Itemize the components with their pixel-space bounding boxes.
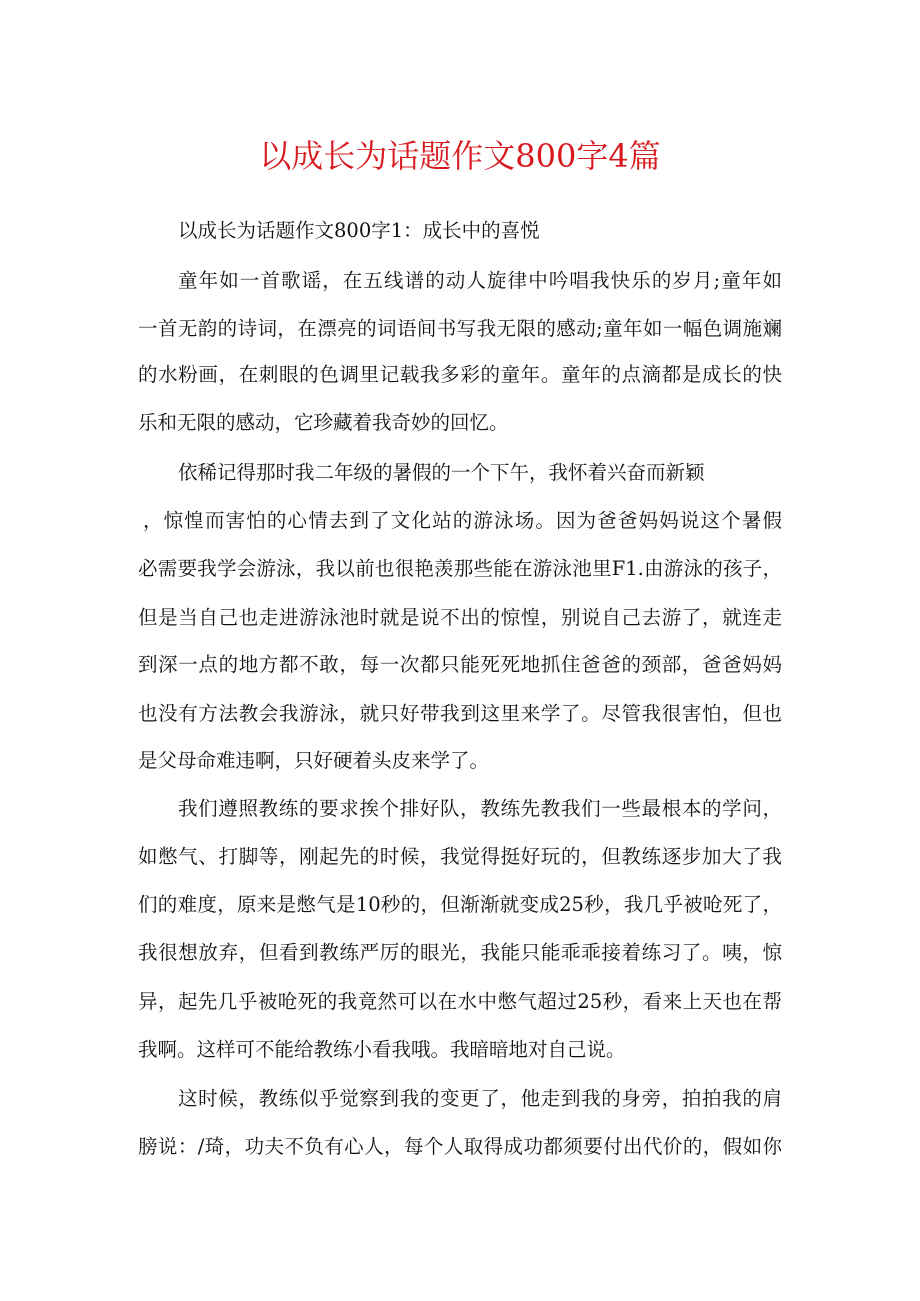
paragraph-2-line-5: 到深一点的地方都不敢，每一次都只能死死地抓住爸爸的颈部，爸爸妈妈 bbox=[138, 653, 782, 676]
paragraph-1-line-3: 的水粉画，在刺眼的色调里记载我多彩的童年。童年的点滴都是成长的快 bbox=[138, 363, 782, 386]
paragraph-3-line-6: 我啊。这样可不能给教练小看我哦。我暗暗地对自己说。 bbox=[138, 1038, 626, 1061]
paragraph-3-line-1: 我们遵照教练的要求挨个排好队，教练先教我们一些最根本的学问， bbox=[178, 797, 782, 820]
paragraph-1-line-1: 童年如一首歌谣，在五线谱的动人旋律中吟唱我快乐的岁月;童年如 bbox=[178, 269, 782, 292]
paragraph-3-line-4: 我很想放弃，但看到教练严厉的眼光，我能只能乖乖接着练习了。咦，惊 bbox=[138, 941, 782, 964]
paragraph-3-line-3: 们的难度，原来是憋气是10秒的，但渐渐就变成25秒，我几乎被呛死了， bbox=[138, 893, 782, 916]
paragraph-1-line-2: 一首无韵的诗词，在漂亮的词语间书写我无限的感动;童年如一幅色调施斓 bbox=[138, 317, 782, 340]
paragraph-2-line-7: 是父母命难违啊，只好硬着头皮来学了。 bbox=[138, 749, 490, 772]
paragraph-3-line-2: 如憋气、打脚等，刚起先的时候，我觉得挺好玩的，但教练逐步加大了我 bbox=[138, 845, 782, 868]
paragraph-1-line-4: 乐和无限的感动，它珍藏着我奇妙的回忆。 bbox=[138, 411, 509, 434]
paragraph-2-line-1: 依稀记得那时我二年级的暑假的一个下午，我怀着兴奋而新颖 bbox=[178, 461, 705, 484]
document-title: 以成长为话题作文800字4篇 bbox=[259, 137, 661, 175]
paragraph-4-line-2: 膀说：/琦，功夫不负有心人，每个人取得成功都须要付出代价的，假如你 bbox=[138, 1135, 782, 1158]
paragraph-3-line-5: 异，起先几乎被呛死的我竟然可以在水中憋气超过25秒，看来上天也在帮 bbox=[138, 990, 782, 1013]
paragraph-2-line-6: 也没有方法教会我游泳，就只好带我到这里来学了。尽管我很害怕，但也 bbox=[138, 702, 782, 725]
essay-subtitle: 以成长为话题作文800字1：成长中的喜悦 bbox=[178, 219, 540, 242]
paragraph-4-line-1: 这时候，教练似乎觉察到我的变更了，他走到我的身旁，拍拍我的肩 bbox=[178, 1087, 782, 1110]
paragraph-2-line-4: 但是当自己也走进游泳池时就是说不出的惊惶，别说自己去游了，就连走 bbox=[138, 606, 782, 629]
paragraph-2-line-2: ，惊惶而害怕的心情去到了文化站的游泳场。因为爸爸妈妈说这个暑假 bbox=[143, 509, 782, 532]
paragraph-2-line-3: 必需要我学会游泳，我以前也很艳羡那些能在游泳池里F1.由游泳的孩子， bbox=[138, 557, 782, 580]
